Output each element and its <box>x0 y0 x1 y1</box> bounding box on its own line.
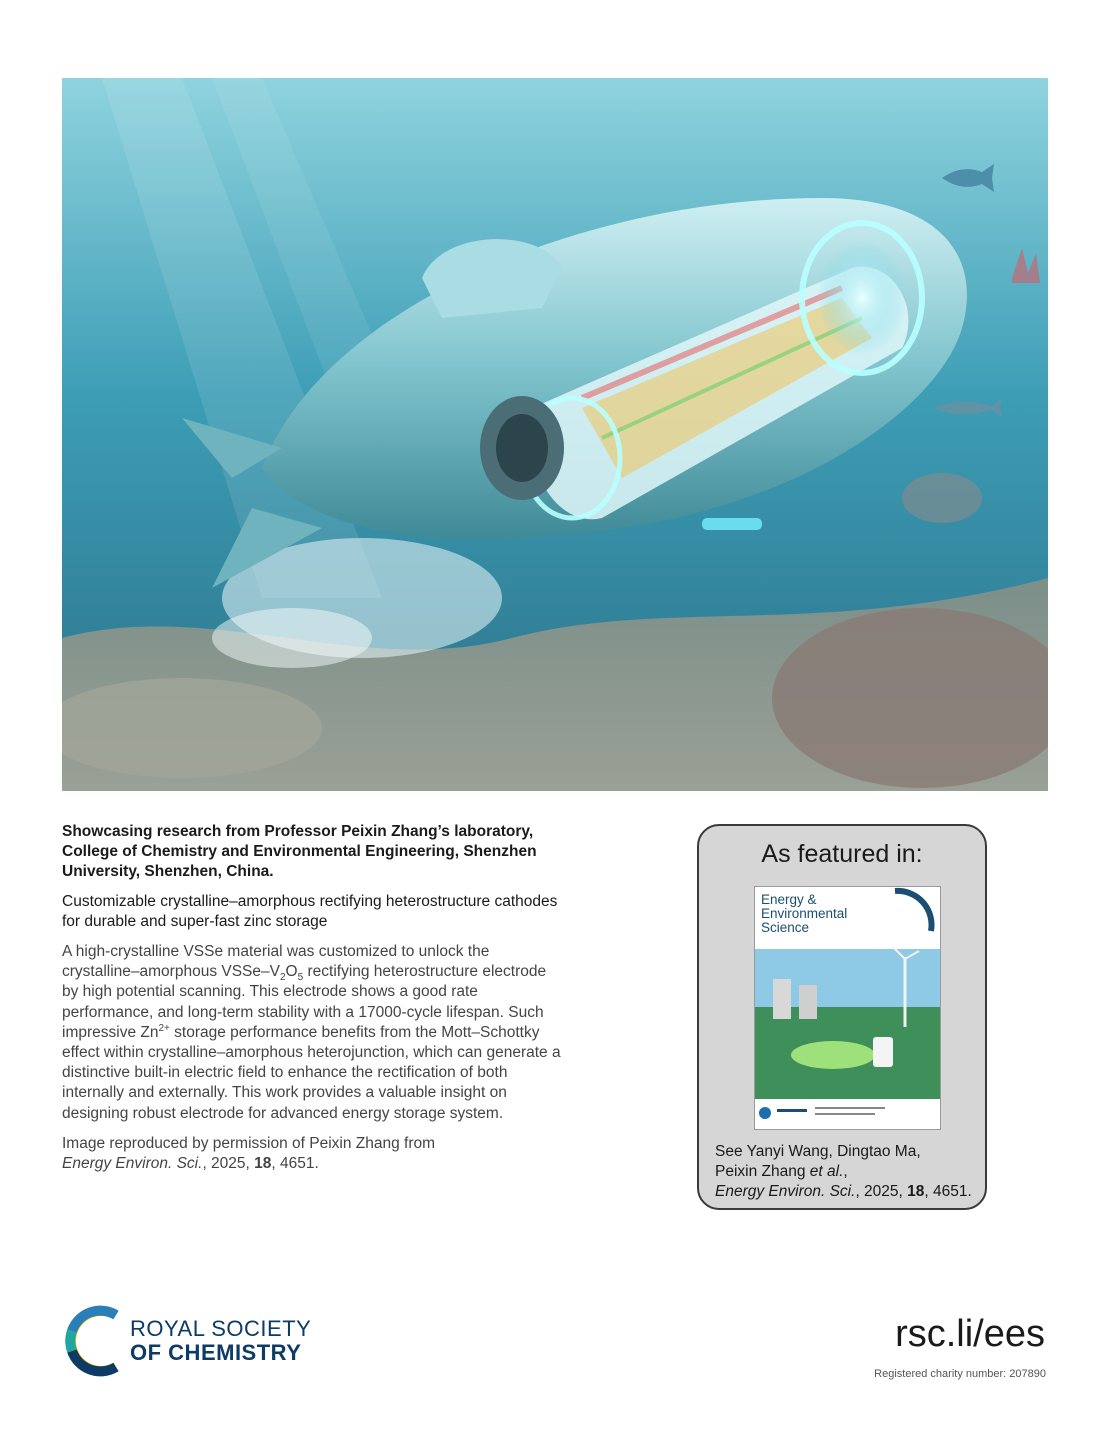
featured-title: As featured in: <box>761 840 923 868</box>
article-description <box>62 822 562 1174</box>
see-reference: See Yanyi Wang, Dingtao Ma, Peixin Zhang et al., Energy Environ. Sci., 2025, 18, 4651. <box>715 1143 972 1200</box>
charity-number: Registered charity number: 207890 <box>874 1368 1046 1380</box>
image-credit: Image reproduced by permission of Peixin Zhang from Energy Environ. Sci., 2025, 18, 4651. <box>62 1134 436 1172</box>
cover-art <box>755 887 940 1129</box>
cover-journal-title: Energy & Environmental Science <box>761 892 848 935</box>
rsc-logo-text: ROYAL SOCIETY OF CHEMISTRY <box>130 1316 312 1365</box>
article-summary: A high-crystalline VSSe material was customized to unlock the crystalline–amorphous VSSe–$V_2O_5$ rectifying heterostructure electrode by high potential scanning. This electrode shows a good rate performance, and long-term stability with a 17000-cycle lifespan. Such impressive $Zn^{2+}$ storage performance benefits from the Mott–Schottky effect within crystalline–amorphous heterojunction, which can generate a distinctive built-in electric field to enhance the rectification of both internally and externally. This work provides a valuable insight on designing robust electrode for advanced energy storage system. <box>62 943 561 1122</box>
article-title: Customizable crystalline–amorphous rectifying heterostructure cathodes for durable and super-fast zinc storage <box>62 893 558 930</box>
journal-cover[interactable] <box>754 886 941 1130</box>
showcase-heading: Showcasing research from Professor Peixin Zhang’s laboratory, College of Chemistry and Environmental Engineering, Shenzhen University, Shenzhen, China. <box>62 823 537 880</box>
rsc-logo <box>64 1305 364 1377</box>
featured-in-box <box>697 824 987 1210</box>
rsc-logo-icon <box>64 1305 124 1377</box>
journal-url[interactable]: rsc.li/ees <box>895 1313 1045 1355</box>
cover-artwork <box>62 78 1048 791</box>
submarine-illustration <box>62 78 1048 791</box>
